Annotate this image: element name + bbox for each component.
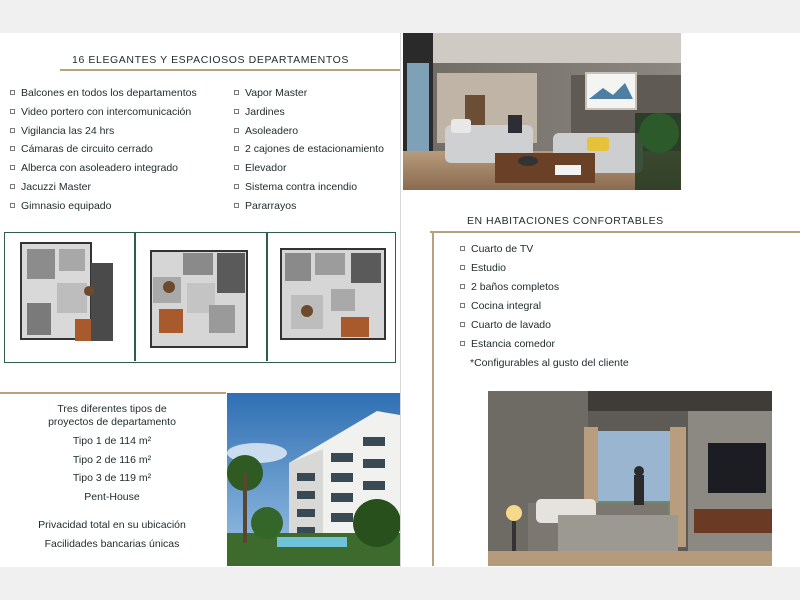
- square-bullet-icon: [10, 90, 15, 95]
- types-heading: Tres diferentes tipos de: [57, 403, 167, 415]
- square-bullet-icon: [460, 341, 465, 346]
- types-underline: [0, 392, 226, 394]
- square-bullet-icon: [10, 109, 15, 114]
- square-bullet-icon: [460, 284, 465, 289]
- list-item: Estancia comedor: [460, 335, 629, 354]
- square-bullet-icon: [460, 246, 465, 251]
- list-item: Vigilancia las 24 hrs: [10, 122, 197, 141]
- square-bullet-icon: [10, 146, 15, 151]
- list-item: Cámaras de circuito cerrado: [10, 140, 197, 159]
- list-item: Balcones en todos los departamentos: [10, 84, 197, 103]
- square-bullet-icon: [460, 322, 465, 327]
- amenities-title: 16 ELEGANTES Y ESPACIOSOS DEPARTAMENTOS: [72, 54, 350, 66]
- square-bullet-icon: [460, 265, 465, 270]
- list-item: 2 cajones de estacionamiento: [234, 140, 384, 159]
- bedroom-photo: [488, 391, 772, 566]
- center-divider: [400, 33, 401, 567]
- list-item: Estudio: [460, 259, 629, 278]
- floor-plans-frame: [4, 232, 396, 363]
- type-3: Tipo 3 de 119 m²: [72, 472, 152, 484]
- list-item: Jacuzzi Master: [10, 178, 197, 197]
- list-item: Gimnasio equipado: [10, 197, 197, 216]
- list-item: Cuarto de lavado: [460, 316, 629, 335]
- list-item: Cuarto de TV: [460, 240, 629, 259]
- square-bullet-icon: [10, 184, 15, 189]
- banking-text: Facilidades bancarias únicas: [44, 537, 180, 550]
- list-item: Video portero con intercomunicación: [10, 103, 197, 122]
- type-2: Tipo 2 de 116 m²: [72, 453, 152, 466]
- amenities-list-left: [10, 84, 197, 216]
- list-item: Asoleadero: [234, 122, 384, 141]
- amenities-underline: [60, 69, 400, 71]
- square-bullet-icon: [234, 90, 239, 95]
- pent-house: Pent-House: [84, 490, 140, 503]
- square-bullet-icon: [234, 184, 239, 189]
- square-bullet-icon: [10, 165, 15, 170]
- plan-divider: [134, 233, 136, 361]
- list-item: Elevador: [234, 159, 384, 178]
- living-room-photo: [403, 33, 681, 190]
- types-heading: proyectos de departamento: [48, 415, 176, 428]
- square-bullet-icon: [10, 128, 15, 133]
- rooms-vertical-line: [432, 232, 434, 566]
- rooms-list: [460, 240, 629, 373]
- list-item: Pararrayos: [234, 197, 384, 216]
- type-1: Tipo 1 de 114 m²: [72, 435, 152, 447]
- config-note: *Configurables al gusto del cliente: [470, 357, 629, 369]
- square-bullet-icon: [234, 165, 239, 170]
- list-item: Cocina integral: [460, 297, 629, 316]
- floor-plan-1: [9, 233, 129, 361]
- square-bullet-icon: [460, 303, 465, 308]
- plan-divider: [266, 233, 268, 361]
- rooms-underline: [430, 231, 800, 233]
- rooms-title: EN HABITACIONES CONFORTABLES: [467, 215, 664, 227]
- list-item: Sistema contra incendio: [234, 178, 384, 197]
- square-bullet-icon: [234, 146, 239, 151]
- list-item: Alberca con asoleadero integrado: [10, 159, 197, 178]
- privacy-text: Privacidad total en su ubicación: [38, 519, 186, 531]
- square-bullet-icon: [234, 128, 239, 133]
- building-photo: [227, 393, 400, 566]
- list-item: Vapor Master: [234, 84, 384, 103]
- apartment-types: [0, 403, 224, 550]
- floor-plan-2: [139, 233, 263, 361]
- square-bullet-icon: [234, 109, 239, 114]
- list-item: 2 baños completos: [460, 278, 629, 297]
- square-bullet-icon: [234, 203, 239, 208]
- square-bullet-icon: [10, 203, 15, 208]
- amenities-list-right: [234, 84, 384, 216]
- list-item: Jardines: [234, 103, 384, 122]
- floor-plan-3: [271, 233, 393, 361]
